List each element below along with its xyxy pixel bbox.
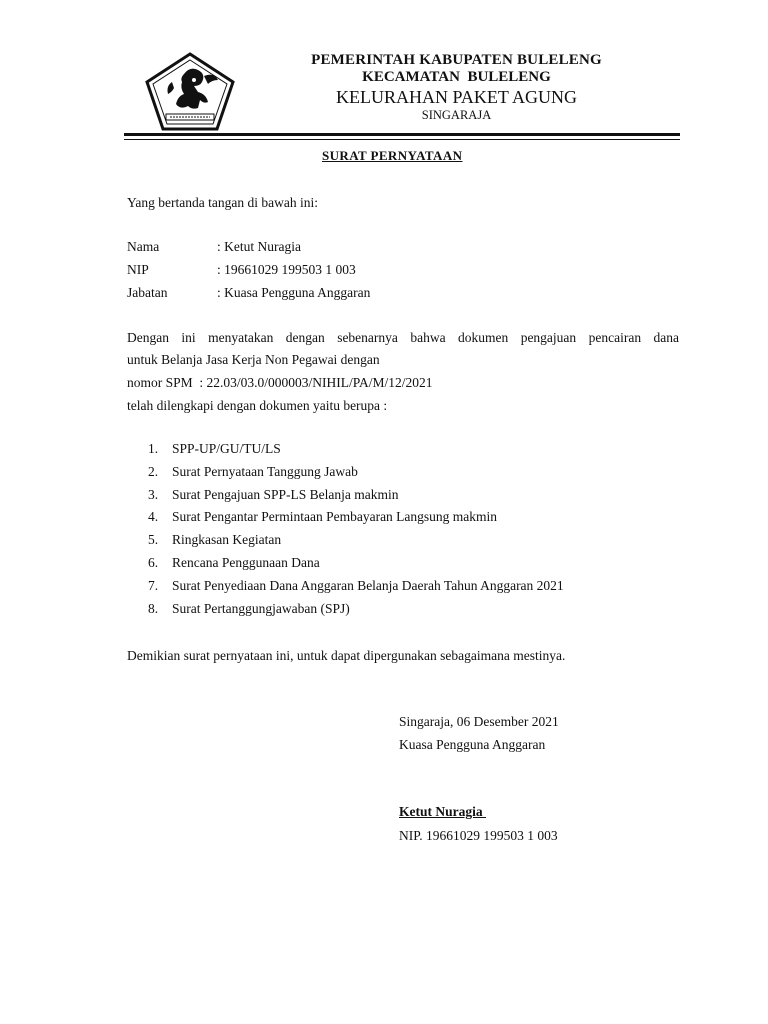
identity-value-nip: : 19661029 199503 1 003 [217, 262, 356, 277]
signature-nip: NIP. 19661029 199503 1 003 [399, 828, 558, 843]
list-item-text: Ringkasan Kegiatan [172, 532, 282, 548]
identity-label-nip: NIP [127, 262, 149, 277]
emblem-logo [144, 52, 236, 132]
list-item-text: Surat Pernyataan Tanggung Jawab [172, 463, 358, 479]
statement-line-1: Dengan ini menyatakan dengan sebenarnya bahwa dokumen pengajuan pencairan dana [127, 330, 679, 345]
list-item-text: Rencana Penggunaan Dana [172, 554, 320, 570]
identity-label-position: Jabatan [127, 285, 168, 300]
list-item-text: Surat Penyediaan Dana Anggaran Belanja Daerah Tahun Anggaran 2021 [172, 577, 564, 593]
list-item-number: 3. [148, 486, 159, 502]
list-item [127, 598, 564, 621]
closing-text: Demikian surat pernyataan ini, untuk dapat dipergunakan sebagaimana mestinya. [127, 648, 566, 663]
list-item [127, 438, 564, 461]
list-item-text: Surat Pengantar Permintaan Pembayaran Langsung makmin [172, 509, 498, 525]
list-item-number: 6. [148, 554, 159, 570]
list-item-number: 7. [148, 577, 159, 593]
list-item [127, 461, 564, 484]
letterhead-village: KELURAHAN PAKET AGUNG [335, 87, 577, 107]
identity-label-name: Nama [127, 239, 160, 254]
list-item [127, 529, 564, 552]
document-list [127, 438, 564, 620]
list-item [127, 552, 564, 575]
list-item [127, 484, 564, 507]
document-title: SURAT PERNYATAAN [322, 148, 463, 163]
signature-place-date: Singaraja, 06 Desember 2021 [399, 714, 559, 729]
list-item-text: Surat Pengajuan SPP-LS Belanja makmin [172, 486, 399, 502]
letterhead-city: SINGARAJA [421, 108, 492, 122]
list-item-number: 8. [148, 600, 159, 616]
list-item-number: 4. [148, 509, 159, 525]
list-item-text: Surat Pertanggungjawaban (SPJ) [172, 600, 350, 616]
letterhead-rule-thick [124, 133, 680, 136]
identity-value-position: : Kuasa Pengguna Anggaran [217, 285, 371, 300]
list-item-text: SPP-UP/GU/TU/LS [172, 441, 281, 456]
intro-text: Yang bertanda tangan di bawah ini: [127, 195, 318, 210]
list-item [127, 575, 564, 598]
letterhead-district: KECAMATAN BULELENG [362, 69, 551, 85]
letterhead-rule-thin [124, 139, 680, 140]
list-item-number: 2. [148, 463, 159, 479]
letterhead-government: PEMERINTAH KABUPATEN BULELENG [311, 52, 602, 68]
statement-line-3: nomor SPM : 22.03/03.0/000003/NIHIL/PA/M/12/2021 [127, 375, 433, 390]
signature-position: Kuasa Pengguna Anggaran [399, 737, 546, 752]
list-item [127, 506, 564, 529]
identity-value-name: : Ketut Nuragia [217, 239, 301, 254]
signature-name: Ketut Nuragia [399, 804, 486, 819]
statement-line-4: telah dilengkapi dengan dokumen yaitu berupa : [127, 398, 388, 413]
list-item-number: 1. [148, 441, 159, 456]
list-item-number: 5. [148, 532, 159, 548]
statement-line-2: untuk Belanja Jasa Kerja Non Pegawai dengan [127, 352, 380, 367]
